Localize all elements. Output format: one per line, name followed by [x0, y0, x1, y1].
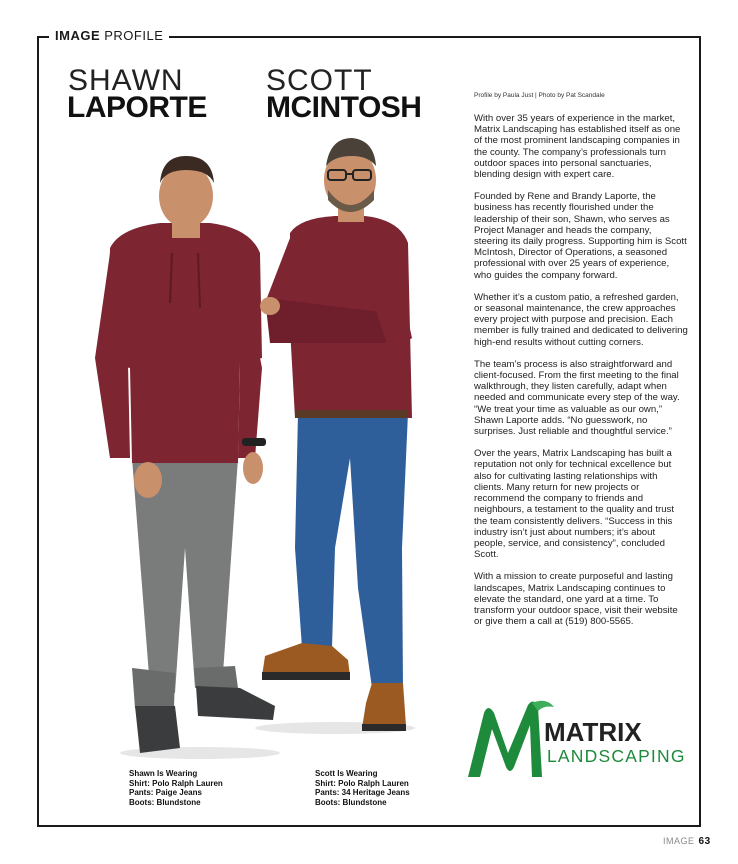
paragraph: The team’s process is also straightforward and client-focused. From the first meeting to the final walkthrough, they listen carefully, adapt when needed and communicate every step of the way. “We treat your time as valuable as our own,” Shawn Laporte adds. “No guesswork, no surprises. Just reliable and thoughtful service.” [474, 358, 680, 438]
photo-credits: Profile by Paula Just | Photo by Pat Scandale [474, 92, 605, 99]
scott-first-name: SCOTT [266, 64, 373, 97]
paragraph: With over 35 years of experience in the market, Matrix Landscaping has established itself as one of the most prominent landscaping companies in the county. The company’s professionals turn outdoor spaces into personal sanctuaries, blending design with expert care. [474, 113, 681, 181]
paragraph: Whether it’s a custom patio, a refreshed garden, or seasonal maintenance, the crew approaches every project with purpose and precision. Each member is fully trained and dedicated to delivering high-end results without cutting corners. [474, 291, 688, 348]
shawn-last-name: LAPORTE [67, 91, 207, 124]
section-label-bold: IMAGE [55, 28, 101, 43]
paragraph: With a mission to create purposeful and lasting landscapes, Matrix Landscaping continues to elevate the standard, one yard at a time. To transform your outdoor space, visit their website or give them a call at (519) 800-5565. [474, 571, 678, 628]
caption-line: Boots: Blundstone [315, 797, 387, 807]
m-leaf-icon [468, 701, 542, 777]
shawn-wardrobe-caption [129, 769, 223, 807]
caption-line: Scott Is Wearing [315, 769, 378, 778]
footer-magazine: IMAGE [663, 836, 695, 846]
scott-figure [255, 138, 415, 734]
page-footer [663, 836, 711, 847]
paragraph: Over the years, Matrix Landscaping has built a reputation not only for technical excellence but also for cultivating lasting relationships with clients. Many return for new projects or recommend the company to friends and neighbours, a testament to the quality and trust the team consistently delivers. “Success in this industry isn’t just about numbers; it’s about people, service, and consistency”, concluded Scott. [474, 448, 674, 561]
article-body [474, 113, 688, 638]
caption-line: Shawn Is Wearing [129, 769, 198, 778]
shawn-figure [95, 156, 280, 759]
caption-line: Shirt: Polo Ralph Lauren [315, 778, 409, 788]
caption-line: Pants: Paige Jeans [129, 788, 202, 798]
page-number: 63 [698, 836, 711, 847]
scott-wardrobe-caption [315, 769, 410, 807]
section-label [49, 27, 169, 45]
caption-line: Boots: Blundstone [129, 797, 201, 807]
caption-line: Pants: 34 Heritage Jeans [315, 788, 410, 798]
paragraph: Founded by Rene and Brandy Laporte, the business has recently flourished under the leadership of their son, Shawn, who serves as Project Manager and heads the company, steering its daily progress. Supporting him is Scott McIntosh, Director of Operations, a seasoned professional with over 25 years of experience, who guides the company forward. [474, 191, 687, 281]
section-label-rest: PROFILE [100, 28, 164, 43]
shawn-first-name: SHAWN [68, 64, 184, 97]
logo-word-landscaping: LANDSCAPING [547, 746, 686, 766]
portrait-photo [90, 128, 420, 763]
scott-last-name: MCINTOSH [266, 91, 422, 124]
caption-line: Shirt: Polo Ralph Lauren [129, 778, 223, 788]
logo-word-matrix: MATRIX [544, 717, 642, 747]
